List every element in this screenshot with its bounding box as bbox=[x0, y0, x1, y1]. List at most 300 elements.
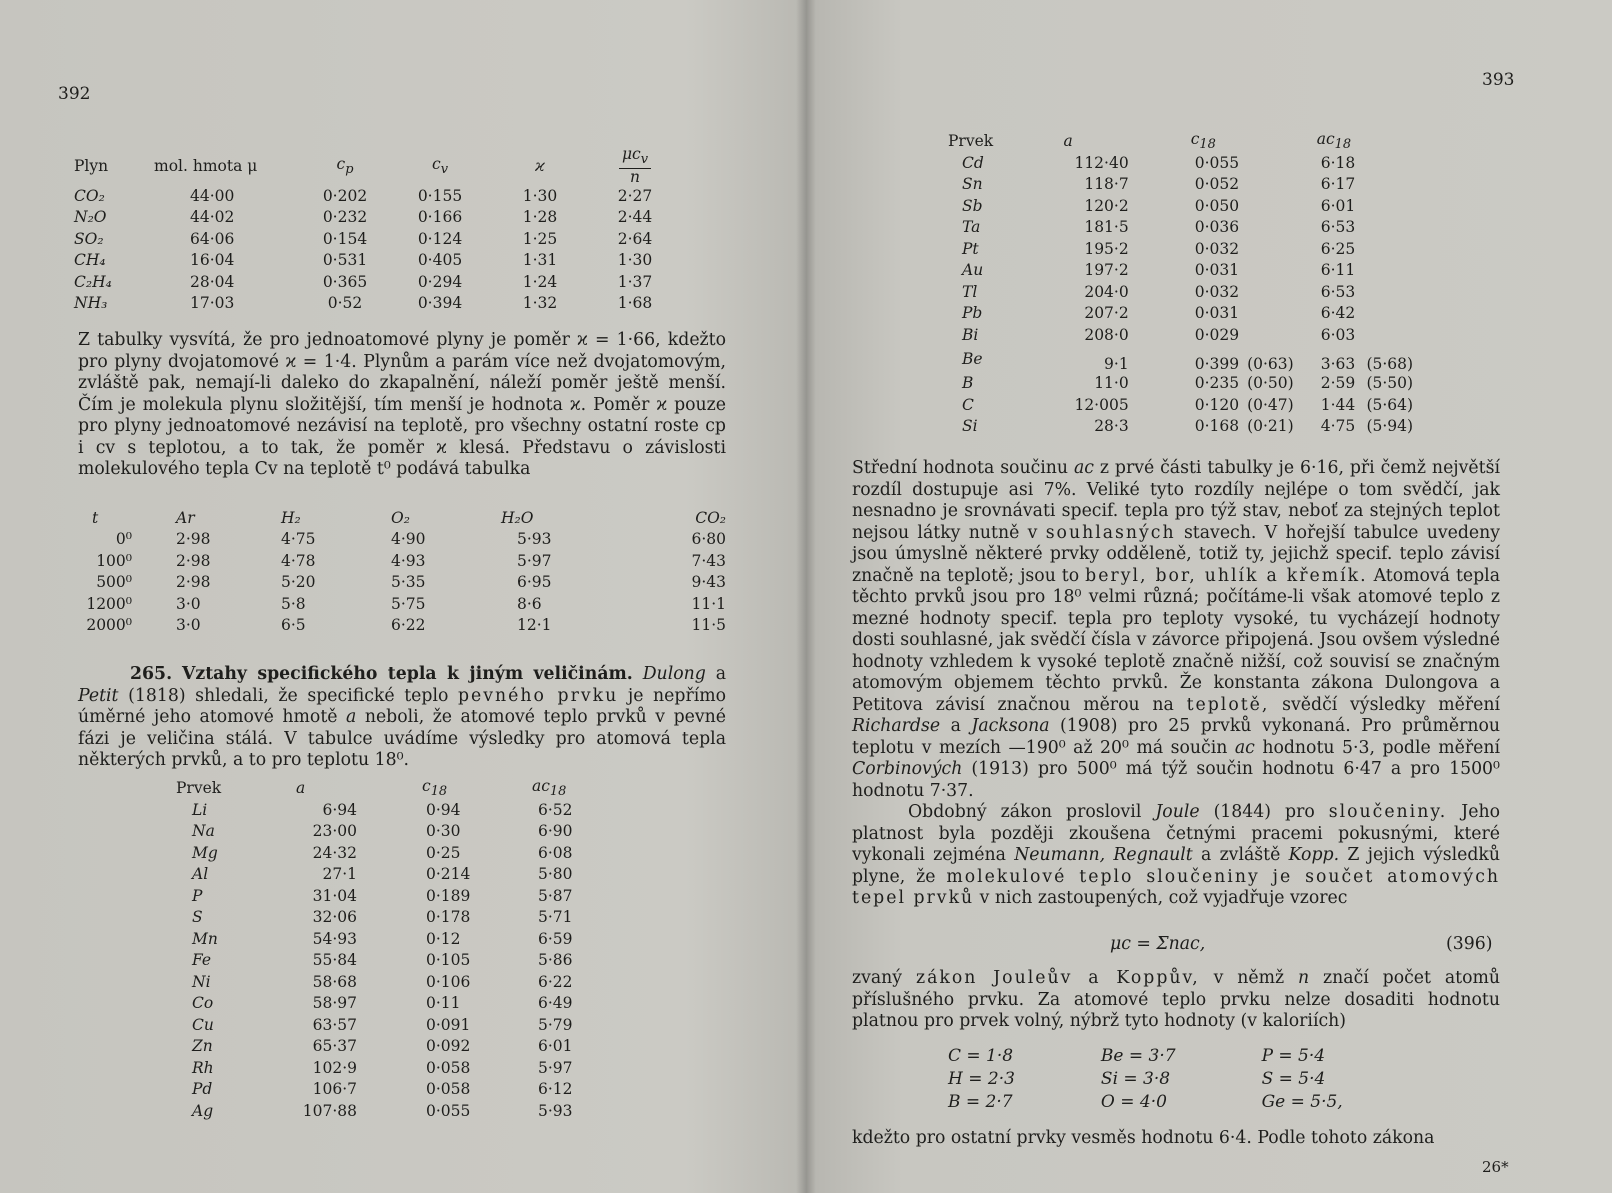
section-number: 265. bbox=[130, 664, 173, 684]
mol-mass: 17·03 bbox=[190, 294, 235, 313]
atomic-mass: 6·94 bbox=[322, 800, 357, 819]
ar-value: 3·0 bbox=[176, 594, 201, 613]
element-symbol: Mg bbox=[192, 843, 218, 862]
element-symbol: Na bbox=[192, 822, 215, 841]
atomic-heat: 6·12 bbox=[538, 1080, 573, 1099]
header-c18-r: $c_{18}$ bbox=[1190, 130, 1216, 153]
atomic-heat-limit bbox=[1362, 238, 1424, 260]
gas-formula: C₂H₄ bbox=[74, 272, 112, 291]
header-mass: mol. hmota μ bbox=[154, 156, 258, 175]
element-symbol: Pb bbox=[962, 304, 983, 323]
atomic-mass: 112·40 bbox=[1074, 153, 1129, 172]
table-row bbox=[172, 928, 602, 950]
temperature-table bbox=[80, 507, 730, 636]
atomic-value: P = 5·4 bbox=[1261, 1045, 1326, 1066]
table-row bbox=[172, 971, 602, 993]
table-row bbox=[944, 373, 1424, 395]
atomic-heat: 3·63 bbox=[1320, 354, 1356, 373]
atomic-mass: 12·005 bbox=[1074, 395, 1129, 414]
gas-table bbox=[70, 146, 680, 314]
element-table-right bbox=[944, 130, 1424, 437]
specific-heat: 0·055 bbox=[1194, 153, 1240, 172]
specific-heat-limit bbox=[1243, 152, 1303, 174]
atomic-heat: 6·03 bbox=[1320, 325, 1356, 344]
spaced-term: pevného prvku bbox=[458, 685, 619, 706]
atomic-heat-limit: (5·94) bbox=[1366, 417, 1414, 436]
atomic-mass: 9·1 bbox=[1104, 354, 1129, 373]
ar-value: 3·0 bbox=[176, 616, 201, 635]
h2o-value: 5·97 bbox=[517, 551, 552, 570]
var-ac: ac bbox=[1073, 458, 1094, 478]
atomic-mass: 102·9 bbox=[312, 1058, 357, 1077]
atomic-mass: 106·7 bbox=[312, 1080, 357, 1099]
element-symbol: Zn bbox=[192, 1037, 213, 1056]
atomic-heat: 6·08 bbox=[538, 843, 573, 862]
element-symbol: Sb bbox=[962, 196, 983, 215]
cv-value: 0·394 bbox=[417, 294, 463, 313]
element-symbol: Pd bbox=[192, 1080, 213, 1099]
header-ratio: $\frac{\mu c_v}{n}$ bbox=[590, 146, 680, 185]
page-number-right: 393 bbox=[1482, 70, 1515, 90]
text: Atomová tepla těchto prvků jsou pro 18⁰ velmi různá; počítáme-li však atomové teplo z mezné hodnoty specif. tepla pro teploty vysoké, tu vycházejí hodnoty dosti souhlasné, jak svědčí čísla v závorce připojená. Jsou ovšem výsledné hodnoty vzhledem k vysoké teplotě značně nižší, což souvisí se značným atomovým objemem těchto prvků. Že konstanta zákona Dulongova a Petitova závisí značnou měrou na bbox=[852, 565, 1501, 715]
paragraph-kappa: Z tabulky vysvítá, že pro jednoatomové plyny je poměr ϰ = 1·66, kdežto pro plyny dvojatomové ϰ = 1·4. Plynům a parám více než dvojatomovým, zvláště pak, nemají-li daleko do zkapalnění, náleží poměr ještě menší. Čím je molekula plynu složitější, tím menší je hodnota ϰ. Poměr ϰ pouze pro plyny jednoatomové nezávisí na teplotě, pro všechny ostatní roste cp i cv s teplotou, a to tak, že poměr ϰ klesá. Představu o závislosti molekulového tepla Cv na teplotě t⁰ podává tabulka bbox=[78, 330, 726, 479]
paragraph-final: kdežto pro ostatní prvky vesměs hodnotu 6·4. Podle tohoto zákona bbox=[852, 1128, 1435, 1148]
atomic-mass: 24·32 bbox=[312, 843, 357, 862]
table-row bbox=[942, 1067, 1343, 1090]
specific-heat: 0·032 bbox=[1194, 282, 1240, 301]
atomic-heat-limit bbox=[1362, 195, 1424, 217]
table-row bbox=[70, 228, 680, 250]
temp: 1200⁰ bbox=[86, 594, 132, 613]
specific-heat: 0·399 bbox=[1194, 354, 1240, 373]
spaced-term: sloučeniny. bbox=[1328, 802, 1448, 822]
specific-heat-limit: (0·50) bbox=[1247, 374, 1294, 393]
element-table-left-header bbox=[172, 777, 602, 799]
temp: 2000⁰ bbox=[86, 616, 132, 635]
atomic-mass: 55·84 bbox=[312, 951, 357, 970]
atomic-mass: 27·1 bbox=[322, 865, 357, 884]
atomic-heat: 5·93 bbox=[538, 1101, 573, 1120]
h2-value: 6·5 bbox=[281, 616, 306, 635]
text: a bbox=[950, 716, 961, 736]
h2-value: 4·75 bbox=[281, 530, 316, 549]
h2o-value: 8·6 bbox=[517, 594, 542, 613]
atomic-heat: 6·17 bbox=[1320, 175, 1356, 194]
o2-value: 6·22 bbox=[391, 616, 426, 635]
atomic-heat-limit bbox=[1362, 260, 1424, 282]
atomic-heat: 6·25 bbox=[1320, 239, 1356, 258]
text: Střední hodnota součinu bbox=[852, 458, 1069, 478]
text: z prvé části tabulky je 6·16, při čemž největší rozdíl dostupuje asi 7%. Veliké tyto rozdíly nejlépe o tom svědčí, jak nesnadno je srovnávati specif. tepla pro týž stav, neboť za stejných teplot nejsou látky nutně v bbox=[852, 458, 1500, 543]
author: Joule bbox=[1155, 802, 1200, 822]
kappa-value: 1·32 bbox=[522, 294, 558, 313]
element-symbol: B bbox=[962, 374, 974, 393]
table-row bbox=[944, 238, 1424, 260]
table-row bbox=[944, 324, 1424, 346]
text: značí počet atomů příslušného prvku. Za atomové teplo prvku nelze dosaditi hodnotu platnou pro prvek volný, nýbrž tyto hodnoty (v kaloriích) bbox=[852, 968, 1501, 1031]
atomic-mass: 197·2 bbox=[1084, 261, 1129, 280]
specific-heat: 0·031 bbox=[1194, 304, 1240, 323]
specific-heat: 0·050 bbox=[1194, 196, 1240, 215]
kappa-value: 1·30 bbox=[522, 186, 558, 205]
specific-heat-limit: (0·21) bbox=[1247, 417, 1294, 436]
table-row bbox=[172, 1100, 602, 1122]
element-symbol: P bbox=[192, 886, 203, 905]
spaced-term: zákon Jouleův a Koppův, bbox=[915, 968, 1200, 988]
atomic-mass: 207·2 bbox=[1084, 304, 1129, 323]
kappa-value: 1·24 bbox=[522, 272, 558, 291]
co2-value: 11·1 bbox=[691, 594, 726, 613]
specific-heat: 0·30 bbox=[426, 822, 461, 841]
formula-396: μc = Σnac, bbox=[1110, 934, 1206, 954]
kappa-value: 1·31 bbox=[522, 251, 558, 270]
specific-heat: 0·168 bbox=[1194, 417, 1240, 436]
element-symbol: Sn bbox=[962, 175, 983, 194]
cp-value: 0·154 bbox=[322, 229, 368, 248]
author: Richardse bbox=[852, 716, 941, 736]
specific-heat: 0·091 bbox=[426, 1015, 471, 1034]
element-symbol: Cu bbox=[192, 1015, 214, 1034]
mol-mass: 44·00 bbox=[190, 186, 235, 205]
text: (1844) pro bbox=[1213, 802, 1315, 822]
element-symbol: Co bbox=[192, 994, 214, 1013]
atomic-values-table bbox=[942, 1044, 1343, 1113]
header-a: a bbox=[296, 779, 306, 798]
atomic-mass: 28·3 bbox=[1094, 417, 1129, 436]
spaced-term: teplotě, bbox=[1186, 694, 1270, 715]
header-ac18: $ac_{18}$ bbox=[532, 777, 567, 800]
header-ac18-r: $ac_{18}$ bbox=[1316, 130, 1352, 153]
element-symbol: Ni bbox=[192, 972, 211, 991]
co2-value: 7·43 bbox=[691, 551, 726, 570]
co2-value: 11·5 bbox=[691, 616, 726, 635]
gas-formula: CH₄ bbox=[74, 251, 106, 270]
table-row bbox=[172, 1057, 602, 1079]
specific-heat-limit bbox=[1243, 324, 1303, 346]
spaced-term: beryl, bor, uhlík a křemík. bbox=[1085, 565, 1368, 586]
header-c18: $c_{18}$ bbox=[422, 777, 448, 800]
atomic-mass: 204·0 bbox=[1084, 282, 1129, 301]
element-symbol: Fe bbox=[192, 951, 212, 970]
table-row bbox=[944, 416, 1424, 438]
author: Kopp. bbox=[1288, 845, 1340, 865]
atomic-heat-limit bbox=[1362, 174, 1424, 196]
cp-value: 0·531 bbox=[322, 251, 368, 270]
ratio-value: 1·37 bbox=[617, 272, 653, 291]
text: Jeho platnost byla později zkoušena četnými pracemi pokusnými, které vykonali zejména bbox=[852, 802, 1500, 865]
atomic-value: B = 2·7 bbox=[948, 1091, 1013, 1112]
element-symbol: C bbox=[962, 395, 974, 414]
section-title: Vztahy specifického tepla k jiným veličinám. bbox=[181, 664, 633, 684]
specific-heat: 0·25 bbox=[426, 843, 461, 862]
text: zvaný bbox=[852, 968, 903, 988]
cv-value: 0·124 bbox=[417, 229, 463, 248]
atomic-value: Si = 3·8 bbox=[1100, 1068, 1171, 1089]
table-row bbox=[942, 1090, 1343, 1113]
atomic-heat: 6·01 bbox=[538, 1037, 573, 1056]
header-o2: O₂ bbox=[391, 508, 410, 527]
table-row bbox=[172, 842, 602, 864]
header-prvek: Prvek bbox=[176, 779, 222, 798]
header-c18-paren bbox=[1243, 130, 1303, 152]
specific-heat-limit bbox=[1243, 174, 1303, 196]
atomic-heat: 6·90 bbox=[538, 822, 573, 841]
element-table-right-header bbox=[944, 130, 1424, 152]
co2-value: 9·43 bbox=[691, 573, 726, 592]
specific-heat-limit bbox=[1243, 260, 1303, 282]
specific-heat: 0·055 bbox=[426, 1101, 471, 1120]
h2o-value: 12·1 bbox=[517, 616, 552, 635]
o2-value: 5·75 bbox=[391, 594, 426, 613]
cp-value: 0·52 bbox=[327, 294, 363, 313]
element-symbol: Cd bbox=[962, 153, 984, 172]
sheet-signature: 26* bbox=[1482, 1158, 1509, 1176]
author-dulong: Dulong bbox=[642, 664, 706, 684]
atomic-heat: 6·22 bbox=[538, 972, 573, 991]
header-prvek-r: Prvek bbox=[948, 132, 994, 151]
atomic-heat-limit bbox=[1362, 303, 1424, 325]
specific-heat-limit bbox=[1243, 303, 1303, 325]
book-spine-shadow bbox=[796, 0, 816, 1193]
text: hodnotu 5·3, podle měření bbox=[1262, 737, 1500, 758]
kappa-value: 1·28 bbox=[522, 208, 558, 227]
atomic-heat: 6·11 bbox=[1320, 261, 1356, 280]
cv-value: 0·405 bbox=[417, 251, 463, 270]
element-symbol: Pt bbox=[962, 239, 979, 258]
specific-heat: 0·235 bbox=[1194, 374, 1240, 393]
atomic-mass: 65·37 bbox=[312, 1037, 357, 1056]
text: v nich zastoupených, což vyjadřuje vzorec bbox=[979, 888, 1348, 908]
text: a zvláště bbox=[1201, 845, 1281, 865]
atomic-value: Be = 3·7 bbox=[1100, 1045, 1176, 1066]
atomic-heat: 5·86 bbox=[538, 951, 573, 970]
cv-value: 0·166 bbox=[417, 208, 463, 227]
table-row bbox=[944, 260, 1424, 282]
author: Neumann, Regnault bbox=[1014, 845, 1193, 865]
atomic-mass: 58·68 bbox=[312, 972, 357, 991]
specific-heat-limit bbox=[1243, 238, 1303, 260]
header-ar: Ar bbox=[176, 508, 195, 527]
table-row bbox=[172, 864, 602, 886]
cv-value: 0·155 bbox=[417, 186, 463, 205]
atomic-heat: 6·42 bbox=[1320, 304, 1356, 323]
specific-heat: 0·058 bbox=[426, 1058, 471, 1077]
atomic-heat-limit bbox=[1362, 217, 1424, 239]
cp-value: 0·365 bbox=[322, 272, 368, 291]
h2-value: 5·8 bbox=[281, 594, 306, 613]
table-row bbox=[80, 529, 730, 551]
equation-number: (396) bbox=[1446, 934, 1493, 954]
atomic-mass: 54·93 bbox=[312, 929, 357, 948]
mol-mass: 44·02 bbox=[190, 208, 235, 227]
table-row bbox=[944, 174, 1424, 196]
text: (1913) pro 500⁰ má týž součin hodnotu 6·47 a pro 1500⁰ hodnotu 7·37. bbox=[852, 759, 1500, 801]
header-h2: H₂ bbox=[281, 508, 301, 527]
table-row bbox=[944, 152, 1424, 174]
element-symbol: Tl bbox=[962, 282, 978, 301]
atomic-value: S = 5·4 bbox=[1261, 1068, 1326, 1089]
page-number-left: 392 bbox=[58, 84, 91, 104]
o2-value: 5·35 bbox=[391, 573, 426, 592]
table-row bbox=[172, 821, 602, 843]
atomic-heat: 5·71 bbox=[538, 908, 573, 927]
table-row bbox=[172, 1079, 602, 1101]
table-row bbox=[172, 799, 602, 821]
ratio-value: 2·44 bbox=[617, 208, 653, 227]
atomic-mass: 58·97 bbox=[312, 994, 357, 1013]
header-co2: CO₂ bbox=[695, 508, 726, 527]
atomic-heat: 5·80 bbox=[538, 865, 573, 884]
element-symbol: Rh bbox=[192, 1058, 214, 1077]
table-row bbox=[944, 217, 1424, 239]
atomic-heat-limit: (5·64) bbox=[1366, 395, 1414, 414]
var-n: n bbox=[1298, 968, 1310, 988]
table-row bbox=[172, 993, 602, 1015]
co2-value: 6·80 bbox=[691, 530, 726, 549]
atomic-heat-limit bbox=[1362, 152, 1424, 174]
atomic-heat: 6·59 bbox=[538, 929, 573, 948]
ar-value: 2·98 bbox=[176, 530, 211, 549]
specific-heat: 0·092 bbox=[426, 1037, 471, 1056]
ratio-value: 2·27 bbox=[617, 186, 653, 205]
temp: 0⁰ bbox=[115, 530, 132, 549]
h2o-value: 5·93 bbox=[517, 530, 552, 549]
o2-value: 4·90 bbox=[391, 530, 426, 549]
atomic-heat: 2·59 bbox=[1320, 374, 1356, 393]
atomic-heat: 6·52 bbox=[538, 800, 573, 819]
cp-value: 0·232 bbox=[322, 208, 368, 227]
header-cp: $c_p$ bbox=[336, 154, 354, 177]
text: (1908) pro 25 prvků vykonaná. Pro průměrnou teplotu v mezích —190⁰ až 20⁰ má součin bbox=[852, 716, 1500, 758]
atomic-value: C = 1·8 bbox=[948, 1045, 1014, 1066]
specific-heat: 0·214 bbox=[426, 865, 471, 884]
specific-heat-limit bbox=[1243, 281, 1303, 303]
element-symbol: Mn bbox=[192, 929, 218, 948]
atomic-value: Ge = 5·5, bbox=[1261, 1091, 1343, 1112]
atomic-heat-limit: (5·50) bbox=[1366, 374, 1414, 393]
atomic-heat: 6·53 bbox=[1320, 218, 1356, 237]
text: Z jejich výsledků plyne, že bbox=[852, 845, 1501, 887]
atomic-heat-limit bbox=[1362, 281, 1424, 303]
header-a-r: a bbox=[1063, 132, 1073, 151]
text: svědčí výsledky měření bbox=[1282, 694, 1501, 715]
atomic-heat-limit bbox=[1362, 324, 1424, 346]
temp: 500⁰ bbox=[96, 573, 132, 592]
table-row bbox=[70, 271, 680, 293]
table-row bbox=[944, 394, 1424, 416]
table-row bbox=[70, 250, 680, 272]
author: Corbinových bbox=[852, 759, 963, 779]
header-ac18-paren bbox=[1362, 130, 1424, 152]
atomic-heat: 5·97 bbox=[538, 1058, 573, 1077]
table-row bbox=[70, 293, 680, 315]
specific-heat: 0·036 bbox=[1194, 218, 1240, 237]
mol-mass: 28·04 bbox=[190, 272, 235, 291]
mol-mass: 16·04 bbox=[190, 251, 235, 270]
table-row bbox=[172, 1014, 602, 1036]
element-symbol: Ag bbox=[192, 1101, 214, 1120]
text: Obdobný zákon proslovil bbox=[908, 802, 1142, 822]
atomic-value: H = 2·3 bbox=[948, 1068, 1015, 1089]
section-text-1: (1818) shledali, že specifické teplo bbox=[128, 685, 449, 706]
atomic-value: O = 4·0 bbox=[1100, 1091, 1167, 1112]
atomic-heat: 5·87 bbox=[538, 886, 573, 905]
specific-heat: 0·058 bbox=[426, 1080, 471, 1099]
word-and: a bbox=[715, 664, 726, 684]
atomic-mass: 107·88 bbox=[302, 1101, 357, 1120]
element-symbol: Ta bbox=[962, 218, 981, 237]
text: stavech. V hořejší tabulce uvedeny jsou úmyslně některé prvky odděleně, totiž ty, jejichž specif. teplo závisí značně na teplotě; jsou to bbox=[852, 522, 1500, 586]
atomic-mass: 11·0 bbox=[1094, 374, 1129, 393]
header-kappa: ϰ bbox=[535, 156, 545, 175]
spaced-term: souhlasných bbox=[1045, 522, 1176, 543]
gas-formula: NH₃ bbox=[74, 294, 108, 313]
atomic-heat: 4·75 bbox=[1320, 417, 1356, 436]
paragraph-joule-kopp bbox=[852, 968, 1500, 1033]
table-row bbox=[942, 1044, 1343, 1067]
var-ac: ac bbox=[1234, 737, 1255, 758]
table-row bbox=[172, 885, 602, 907]
specific-heat: 0·189 bbox=[426, 886, 471, 905]
ar-value: 2·98 bbox=[176, 573, 211, 592]
cp-value: 0·202 bbox=[322, 186, 368, 205]
table-row bbox=[80, 550, 730, 572]
spaced-term: molekulové teplo sloučeniny je součet atomových tepel prvků bbox=[852, 866, 1501, 908]
author: Jacksona bbox=[971, 716, 1050, 736]
gas-table-header bbox=[70, 146, 680, 185]
specific-heat-limit: (0·47) bbox=[1247, 395, 1294, 414]
section-text-3: neboli, že atomové teplo prvků v pevné fázi je veličina stálá. V tabulce uvádíme výsledky pro atomová tepla některých prvků, a to pro teplotu 18⁰. bbox=[78, 707, 726, 770]
specific-heat: 0·031 bbox=[1194, 261, 1240, 280]
paragraph-mean-value bbox=[852, 458, 1500, 910]
table-row bbox=[70, 185, 680, 207]
gas-formula: SO₂ bbox=[74, 229, 104, 248]
header-cv: $c_v$ bbox=[432, 154, 448, 177]
table-row bbox=[80, 572, 730, 594]
gas-formula: CO₂ bbox=[74, 186, 105, 205]
header-t: t bbox=[92, 508, 99, 527]
specific-heat: 0·12 bbox=[426, 929, 461, 948]
mol-mass: 64·06 bbox=[190, 229, 235, 248]
atomic-mass: 195·2 bbox=[1084, 239, 1129, 258]
specific-heat: 0·105 bbox=[426, 951, 471, 970]
element-symbol: Bi bbox=[962, 325, 979, 344]
header-h2o: H₂O bbox=[501, 508, 534, 527]
element-symbol: Be bbox=[962, 350, 983, 369]
atomic-mass: 118·7 bbox=[1084, 175, 1129, 194]
table-row bbox=[80, 593, 730, 615]
atomic-heat: 6·01 bbox=[1320, 196, 1356, 215]
table-row bbox=[944, 303, 1424, 325]
atomic-heat: 6·53 bbox=[1320, 282, 1356, 301]
specific-heat-limit: (0·63) bbox=[1247, 354, 1294, 373]
specific-heat-limit bbox=[1243, 195, 1303, 217]
specific-heat: 0·032 bbox=[1194, 239, 1240, 258]
table-row bbox=[944, 346, 1424, 373]
atomic-mass: 181·5 bbox=[1084, 218, 1129, 237]
element-symbol: Li bbox=[192, 800, 208, 819]
o2-value: 4·93 bbox=[391, 551, 426, 570]
kappa-value: 1·25 bbox=[522, 229, 558, 248]
section-text-2: je nepřímo úměrné jeho atomové hmotě bbox=[78, 685, 727, 727]
specific-heat-limit bbox=[1243, 217, 1303, 239]
atomic-mass: 23·00 bbox=[312, 822, 357, 841]
specific-heat: 0·120 bbox=[1194, 395, 1240, 414]
atomic-mass: 63·57 bbox=[312, 1015, 357, 1034]
table-row bbox=[172, 907, 602, 929]
cv-value: 0·294 bbox=[417, 272, 463, 291]
ratio-value: 1·30 bbox=[617, 251, 653, 270]
